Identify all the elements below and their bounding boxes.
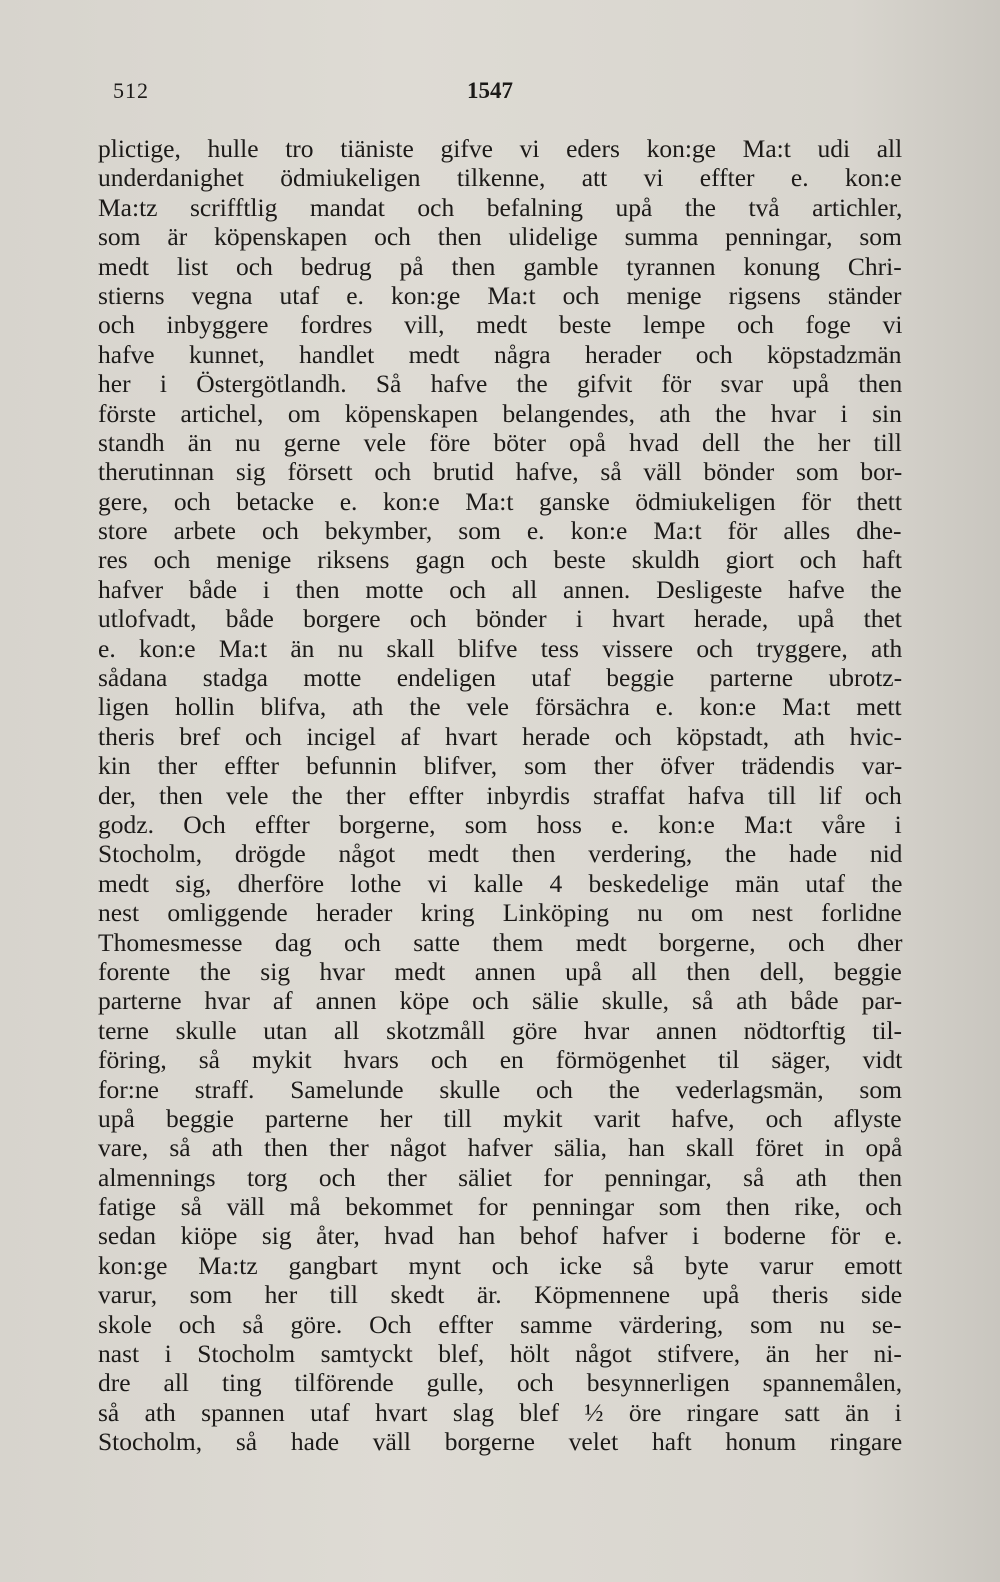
text-line: forente the sig hvar medt annen upå all then dell, beggie <box>98 956 902 986</box>
text-line: kon:ge Ma:tz gangbart mynt och icke så byte varur emott <box>98 1250 903 1280</box>
text-line: plictige, hulle tro tiäniste gifve vi eders kon:ge Ma:t udi all <box>98 134 903 163</box>
text-line: vare, så ath then ther något hafver sälia, han skall föret in opå <box>98 1133 903 1163</box>
text-line: dre all ting tilförende gulle, och besynnerligen spannemålen, <box>98 1368 903 1398</box>
text-line: fatige så väll må bekommet for penningar som then rike, och <box>98 1192 903 1222</box>
text-line: som är köpenskapen och then ulidelige summa penningar, som <box>98 222 902 252</box>
text-line: godz. Och effter borgerne, som hoss e. kon:e Ma:t våre i <box>98 809 902 839</box>
running-head-year: 1547 <box>467 78 513 103</box>
text-line: nast i Stocholm samtyckt blef, hölt något stifvere, än her ni- <box>98 1339 902 1369</box>
text-line: varur, som her till skedt är. Köpmennene upå theris side <box>98 1280 903 1310</box>
text-line: upå beggie parterne her till mykit varit hafve, och aflyste <box>98 1103 902 1133</box>
text-line: underdanighet ödmiukeligen tilkenne, att vi effter e. kon:e <box>98 163 902 193</box>
text-line: sådana stadga motte endeligen utaf beggie parterne ubrotz- <box>98 663 903 693</box>
page-number: 512 <box>113 78 149 103</box>
text-line: medt list och bedrug på then gamble tyrannen konung Chri- <box>98 251 902 281</box>
text-line: stierns vegna utaf e. kon:ge Ma:t och menige rigsens ständer <box>98 280 902 310</box>
text-line: hafve kunnet, handlet medt några herader och köpstadzmän <box>98 339 902 369</box>
text-line: almennings torg och ther säliet for penningar, så ath then <box>98 1162 903 1192</box>
text-line: ligen hollin blifva, ath the vele försächra e. kon:e Ma:t mett <box>98 692 902 722</box>
text-line: Stocholm, så hade väll borgerne velet haft honum ringare <box>98 1427 903 1457</box>
text-line: e. kon:e Ma:t än nu skall blifve tess vissere och tryggere, ath <box>98 633 903 663</box>
text-line: föring, så mykit hvars och en förmögenhet til säger, vidt <box>98 1045 903 1075</box>
body-text <box>98 134 902 1457</box>
text-line: hafver både i then motte och all annen. Desligeste hafve the <box>98 574 902 604</box>
text-line: Ma:tz scrifftlig mandat och befalning upå the två artichler, <box>98 192 903 222</box>
text-line: her i Östergötlandh. Så hafve the gifvit för svar upå then <box>98 369 903 399</box>
text-line: terne skulle utan all skotzmåll göre hvar annen nödtorftig til- <box>98 1015 903 1045</box>
text-line: utlofvadt, både borgere och bönder i hvart herade, upå thet <box>98 604 902 634</box>
text-line: medt sig, dherföre lothe vi kalle 4 beskedelige män utaf the <box>98 868 903 898</box>
text-line: så ath spannen utaf hvart slag blef ½ öre ringare satt än i <box>98 1397 902 1427</box>
text-line: gere, och betacke e. kon:e Ma:t ganske ödmiukeligen för thett <box>98 486 902 516</box>
text-line: store arbete och bekymber, som e. kon:e Ma:t för alles dhe- <box>98 516 902 546</box>
text-line: och inbyggere fordres vill, medt beste lempe och foge vi <box>98 310 903 340</box>
text-line: nest omliggende herader kring Linköping nu om nest forlidne <box>98 898 902 928</box>
page-header <box>113 78 903 112</box>
text-line: for:ne straff. Samelunde skulle och the vederlagsmän, som <box>98 1074 902 1104</box>
text-line: theris bref och incigel af hvart herade och köpstadt, ath hvic- <box>98 721 902 751</box>
text-line: parterne hvar af annen köpe och sälie skulle, så ath både par- <box>98 986 903 1016</box>
text-line: standh än nu gerne vele före böter opå hvad dell the her till <box>98 427 902 457</box>
text-line: therutinnan sig försett och brutid hafve, så väll bönder som bor- <box>98 457 903 487</box>
text-line: res och menige riksens gagn och beste skuldh giort och haft <box>98 545 903 575</box>
text-line: förste artichel, om köpenskapen belangendes, ath the hvar i sin <box>98 398 902 428</box>
text-line: skole och så göre. Och effter samme värdering, som nu se- <box>98 1309 902 1339</box>
text-line: Thomesmesse dag och satte them medt borgerne, och dher <box>98 927 903 957</box>
text-line: der, then vele the ther effter inbyrdis straffat hafva till lif och <box>98 780 902 810</box>
text-line: Stocholm, drögde något medt then verdering, the hade nid <box>98 839 903 869</box>
text-line: kin ther effter befunnin blifver, som ther öfver trädendis var- <box>98 751 903 781</box>
text-line: sedan kiöpe sig åter, hvad han behof hafver i boderne för e. <box>98 1221 903 1251</box>
